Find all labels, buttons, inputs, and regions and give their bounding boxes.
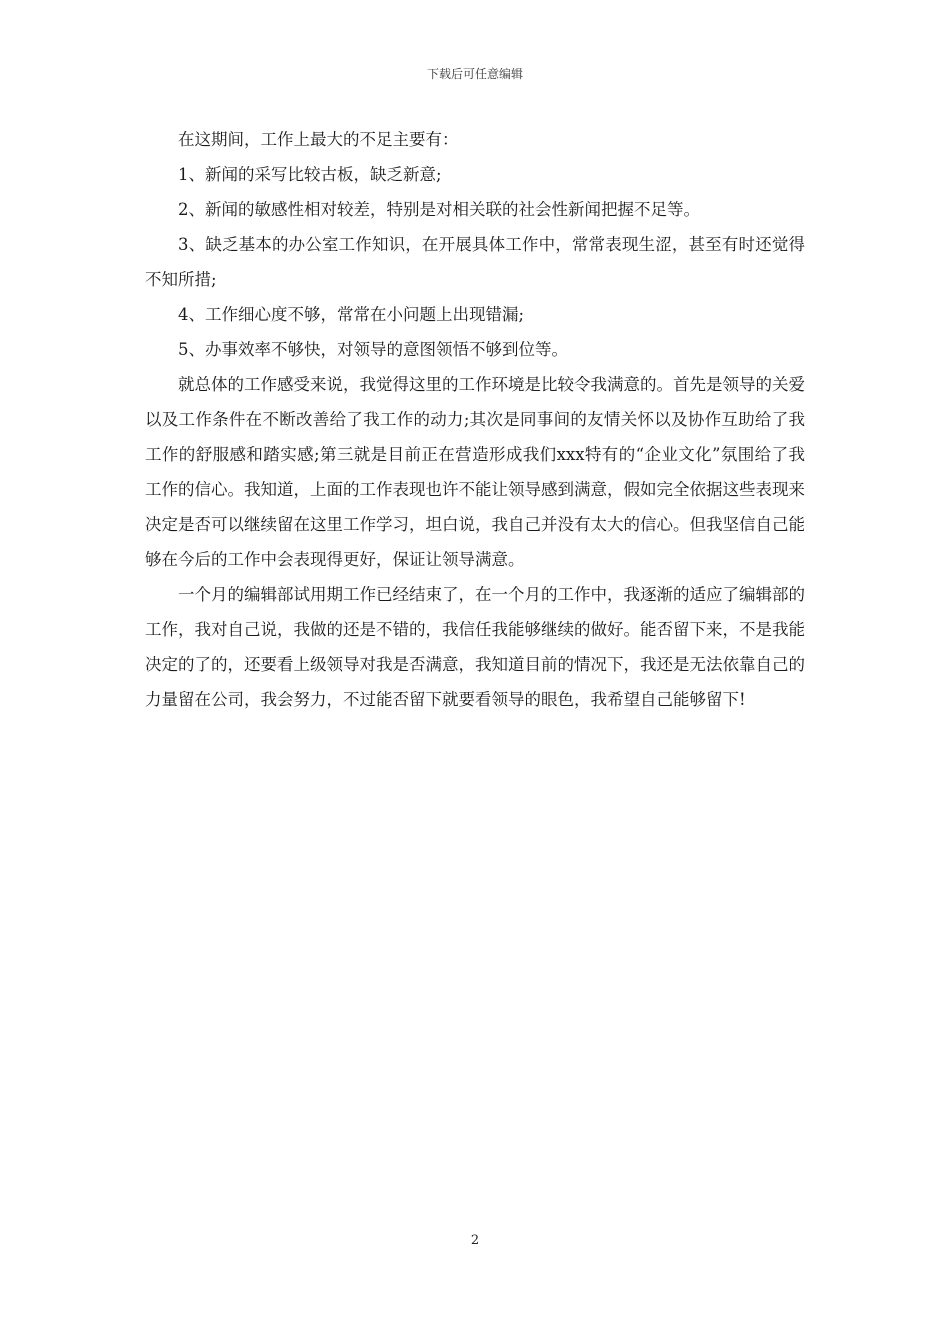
list-item-4: 4、工作细心度不够，常常在小问题上出现错漏; — [178, 305, 525, 324]
page-number: 2 — [470, 1233, 480, 1248]
document-body — [145, 122, 805, 717]
list-item-5: 5、办事效率不够快，对领导的意图领悟不够到位等。 — [178, 340, 568, 359]
paragraph-intro: 在这期间，工作上最大的不足主要有： — [178, 130, 459, 149]
list-item-1: 1、新闻的采写比较古板，缺乏新意; — [178, 165, 442, 184]
paragraph-overall-feeling: 就总体的工作感受来说，我觉得这里的工作环境是比较令我满意的。首先是领导的关爱以及工作条件在不断改善给了我工作的动力;其次是同事间的友情关怀以及协作互助给了我工作的舒服感和踏实感;第三就是目前正在营造形成我们xxx特有的“企业文化”氛围给了我工作的信心。我知道，上面的工作表现也许不能让领导感到满意，假如完全依据这些表现来决定是否可以继续留在这里工作学习，坦白说，我自己并没有太大的信心。但我坚信自己能够在今后的工作中会表现得更好，保证让领导满意。 — [145, 375, 805, 569]
list-item-3: 3、缺乏基本的办公室工作知识，在开展具体工作中，常常表现生涩，甚至有时还觉得不知所措; — [145, 235, 805, 289]
page-header: 下载后可任意编辑 — [426, 67, 523, 81]
list-item-2: 2、新闻的敏感性相对较差，特别是对相关联的社会性新闻把握不足等。 — [178, 200, 700, 219]
paragraph-conclusion: 一个月的编辑部试用期工作已经结束了，在一个月的工作中，我逐渐的适应了编辑部的工作，我对自己说，我做的还是不错的，我信任我能够继续的做好。能否留下来，不是我能决定的了的，还要看上级领导对我是否满意，我知道目前的情况下，我还是无法依靠自己的力量留在公司，我会努力，不过能否留下就要看领导的眼色，我希望自己能够留下! — [145, 585, 805, 709]
